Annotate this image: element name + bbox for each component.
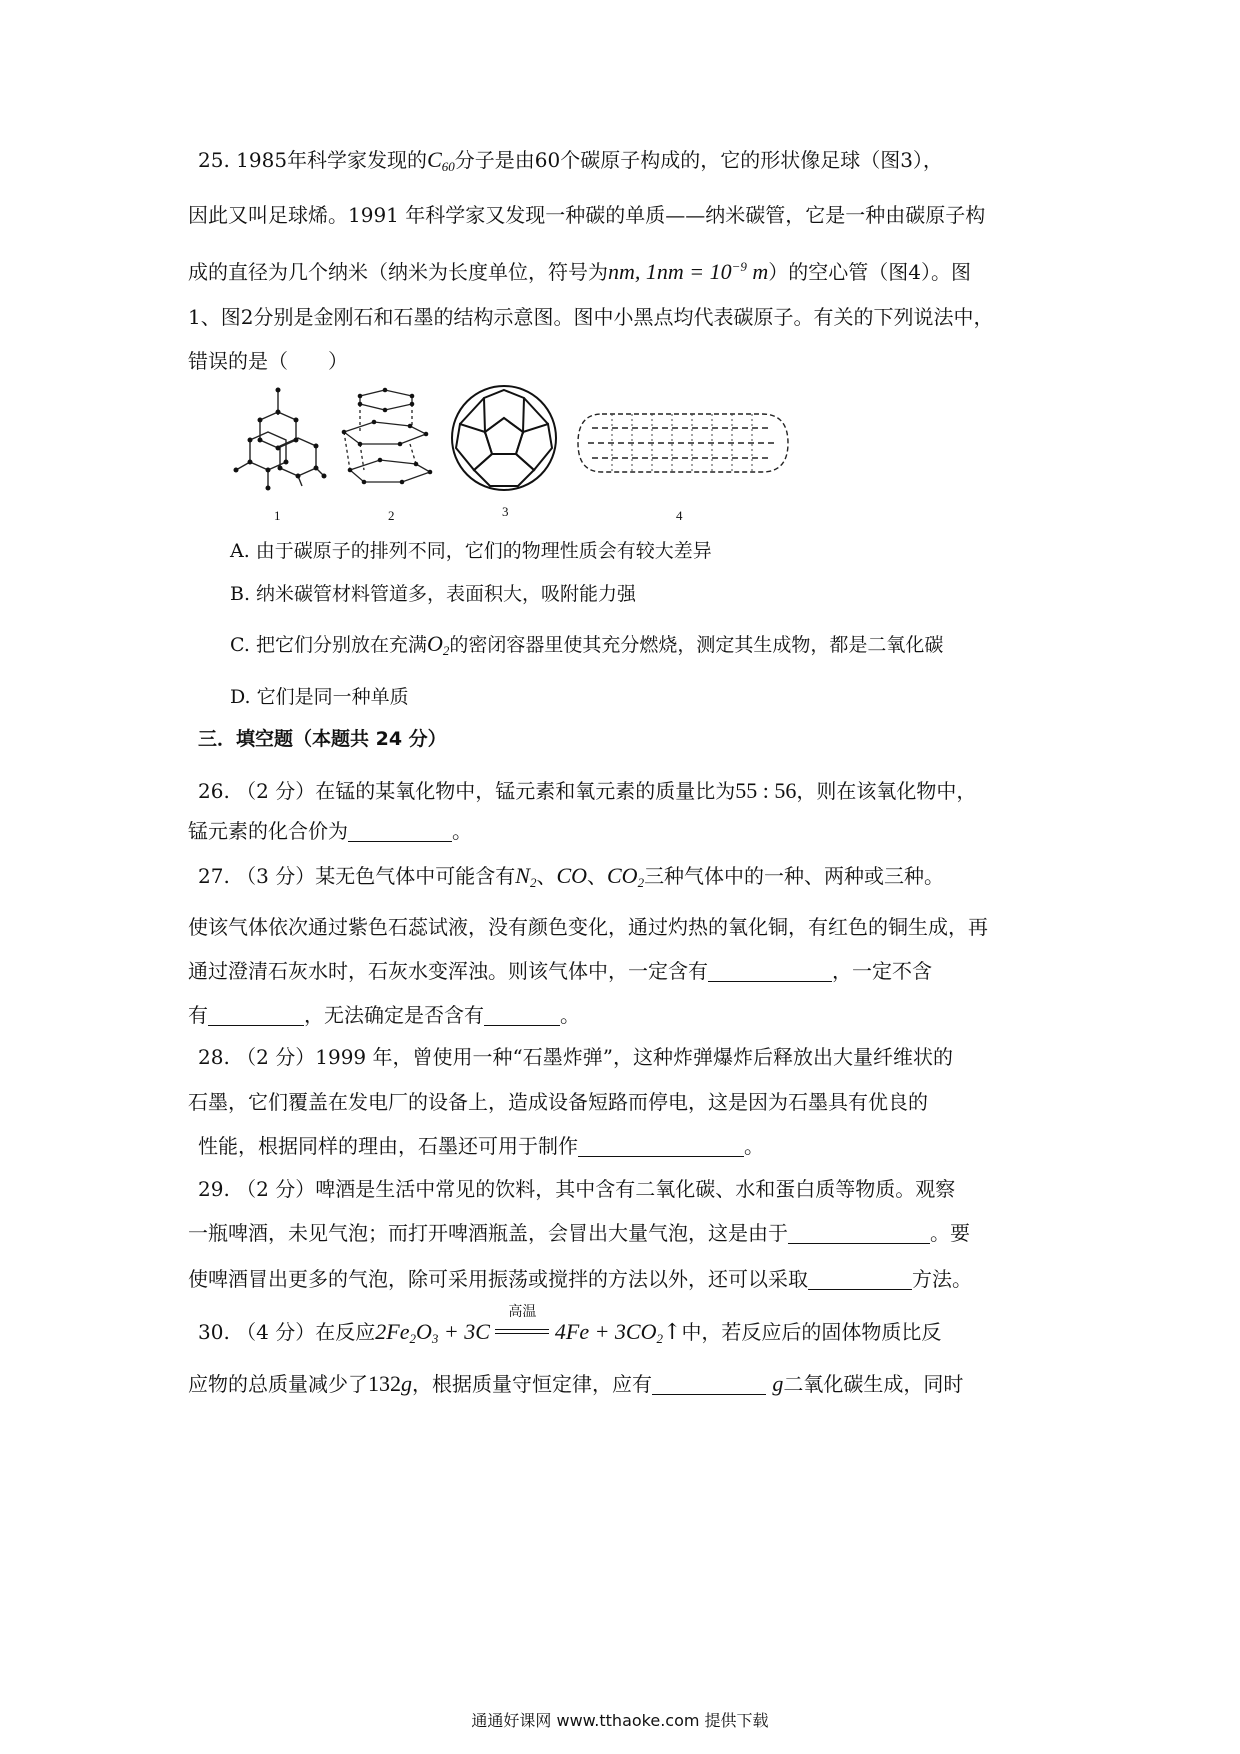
page-footer: 通通好课网 www.tthaoke.com 提供下载 (471, 1711, 769, 1730)
q30-line1: 30. （4 分）在反应$2Fe_2O_3 + 3C$ 高温 $4Fe + 3CO_2↑$中，若反应后的固体物质比反 (198, 1304, 942, 1346)
answer-blank[interactable] (708, 959, 832, 982)
q29-line2: 一瓶啤酒，未见气泡；而打开啤酒瓶盖，会冒出大量气泡，这是由于 。要 (188, 1221, 970, 1245)
q30-line2: 应物的总质量减少了132g，根据质量守恒定律，应有 g二氧化碳生成，同时 (188, 1371, 964, 1396)
co2-formula: $CO_2$ (607, 863, 645, 890)
co-formula: CO (556, 863, 587, 888)
c60-structure-figure (448, 382, 560, 494)
q25-line1 (198, 146, 943, 181)
answer-blank[interactable] (808, 1267, 912, 1290)
q27-line4: 有 ，无法确定是否含有 。 (188, 1003, 580, 1027)
reaction-condition: 高温 (495, 1318, 549, 1346)
q25-line5: 错误的是（ ） (188, 349, 348, 373)
reaction-equation: $2Fe_2O_3 + 3C$ 高温 $4Fe + 3CO_2$ (375, 1304, 663, 1346)
c60-formula: $C_{60}$ (427, 147, 455, 174)
q29-line1: 29. （2 分）啤酒是生活中常见的饮料，其中含有二氧化碳、水和蛋白质等物质。观察 (198, 1177, 956, 1201)
mass-ratio: 55 : 56 (735, 778, 797, 803)
option-a: A. 由于碳原子的排列不同，它们的物理性质会有较大差异 (230, 540, 712, 562)
q28-line2: 石墨，它们覆盖在发电厂的设备上，造成设备短路而停电，这是因为石墨具有优良的 (188, 1090, 928, 1114)
nanotube-structure-figure (572, 408, 794, 478)
q29-line3: 使啤酒冒出更多的气泡，除可采用振荡或搅拌的方法以外，还可以采取 方法。 (188, 1267, 972, 1291)
q27-line3: 通过澄清石灰水时，石灰水变浑浊。则该气体中，一定含有 ，一定不含 (188, 959, 932, 983)
section-heading: 三．填空题（本题共 24 分） (198, 728, 447, 750)
figure-label-1: 1 (274, 508, 281, 523)
q25-line4: 1、图2分别是金刚石和石墨的结构示意图。图中小黑点均代表碳原子。有关的下列说法中， (188, 305, 994, 329)
n2-formula: $N_2$ (515, 863, 537, 890)
q27-line1: 27. （3 分）某无色气体中可能含有$N_2$、CO、$CO_2$三种气体中的一种、两种或三种。 (198, 863, 945, 890)
diamond-structure-figure (230, 380, 330, 500)
q25-line2: 因此又叫足球烯。1991 年科学家又发现一种碳的单质——纳米碳管，它是一种由碳原子构 (188, 203, 986, 227)
q26-line1: 26. （2 分）在锰的某氧化物中，锰元素和氧元素的质量比为55 : 56，则在该氧化物中， (198, 778, 977, 803)
gas-arrow: ↑ (663, 1320, 682, 1345)
q26-line2: 锰元素的化合价为 。 (188, 819, 472, 843)
answer-blank[interactable] (578, 1134, 744, 1157)
graphite-structure-figure (330, 386, 440, 496)
answer-blank[interactable] (348, 819, 452, 842)
figure-label-4: 4 (676, 508, 683, 523)
figure-label-3: 3 (502, 504, 509, 519)
answer-blank[interactable] (652, 1372, 766, 1395)
answer-blank[interactable] (788, 1221, 930, 1244)
option-d: D. 它们是同一种单质 (230, 686, 409, 708)
mass-value: 132 (368, 1371, 401, 1396)
q28-line3: 性能，根据同样的理由，石墨还可用于制作 。 (198, 1134, 764, 1158)
q25-text: 25. 1985年科学家发现的 (198, 148, 428, 172)
figure-label-2: 2 (388, 508, 395, 523)
answer-blank[interactable] (484, 1003, 560, 1026)
option-b: B. 纳米碳管材料管道多，表面积大，吸附能力强 (230, 583, 637, 605)
q25-line3: 成的直径为几个纳米（纳米为长度单位，符号为nm, $1nm = 10^{-9}$ m）的空心管（图4）。图 (188, 259, 972, 284)
q28-line1: 28. （2 分）1999 年，曾使用一种“石墨炸弹”，这种炸弹爆炸后释放出大量纤维状的 (198, 1045, 953, 1069)
o2-formula: $O_2$ (426, 631, 450, 658)
nm-expression: nm, $1nm = 10^{-9}$ m (608, 259, 769, 284)
answer-blank[interactable] (208, 1003, 304, 1026)
option-c: C. 把它们分别放在充满$O_2$的密闭容器里使其充分燃烧，测定其生成物，都是二氧化碳 (230, 631, 944, 658)
q25-text: 分子是由60个碳原子构成的，它的形状像足球（图3）， (454, 148, 943, 172)
q27-line2: 使该气体依次通过紫色石蕊试液，没有颜色变化，通过灼热的氧化铜，有红色的铜生成，再 (188, 915, 988, 939)
